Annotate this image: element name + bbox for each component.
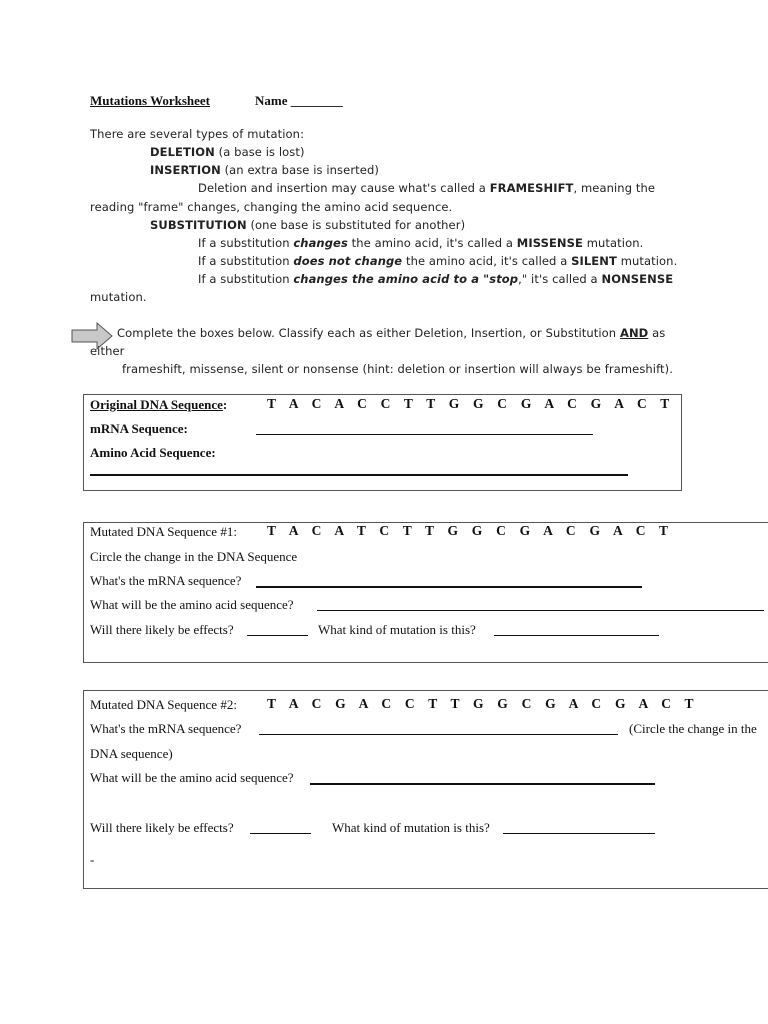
original-dna-label-text: Original DNA Sequence (90, 397, 223, 412)
mutation-2-dash: - (90, 852, 95, 867)
instructions-post: as (648, 326, 666, 340)
frameshift-post: , meaning the (573, 181, 656, 195)
original-mrna-answer-line[interactable] (256, 434, 593, 435)
frameshift-term: FRAMESHIFT (489, 181, 574, 195)
missense-mid: the amino acid, it's called a (347, 236, 517, 250)
mutation-2-effects-answer-line[interactable] (250, 833, 311, 834)
missense-em: changes (293, 236, 348, 250)
nonsense-definition-cont: mutation. (90, 290, 147, 304)
instructions-and: AND (619, 326, 649, 340)
mutation-1-amino-acid-answer-line[interactable] (317, 610, 764, 611)
deletion-term: DELETION (150, 145, 215, 159)
instructions-pre: Complete the boxes below. Classify each as either Deletion, Insertion, or Substitution (117, 326, 620, 340)
mutation-1-dna-sequence: T A C A T C T T G G C G A C G A C T (267, 523, 674, 538)
silent-em: does not change (293, 254, 403, 268)
deletion-definition (150, 145, 305, 159)
missense-post: mutation. (582, 236, 644, 250)
original-dna-label (90, 397, 227, 413)
mutation-2-circle-instruction: (Circle the change in the (629, 721, 757, 736)
mutation-2-dna-sequence: T A C G A C C T T G G C G A C G A C T (267, 696, 699, 711)
instructions-line (117, 326, 665, 340)
original-dna-colon: : (222, 397, 228, 412)
frameshift-pre: Deletion and insertion may cause what's called a (198, 181, 490, 195)
nonsense-em: changes the amino acid to a "stop (293, 272, 519, 286)
mutation-2-mrna-answer-line[interactable] (259, 734, 618, 735)
missense-pre: If a substitution (198, 236, 294, 250)
insertion-desc: (an extra base is inserted) (220, 163, 379, 177)
silent-mid: the amino acid, it's called a (402, 254, 572, 268)
nonsense-term: NONSENSE (601, 272, 674, 286)
substitution-desc: (one base is substituted for another) (246, 218, 466, 232)
mutation-1-kind-answer-line[interactable] (494, 635, 659, 636)
original-amino-acid-label: Amino Acid Sequence: (90, 445, 216, 460)
mutation-1-effects-answer-line[interactable] (247, 635, 308, 636)
mutation-2-amino-acid-answer-line[interactable] (310, 783, 655, 785)
frameshift-definition (198, 181, 655, 195)
mutation-1-circle-instruction: Circle the change in the DNA Sequence (90, 549, 298, 564)
mutation-2-dna-label: Mutated DNA Sequence #2: (90, 697, 237, 712)
insertion-definition (150, 163, 379, 177)
missense-definition (198, 236, 643, 250)
worksheet-title: Mutations Worksheet (90, 93, 211, 108)
missense-term: MISSENSE (516, 236, 583, 250)
mutation-1-kind-label: What kind of mutation is this? (318, 622, 476, 637)
deletion-desc: (a base is lost) (214, 145, 305, 159)
substitution-term: SUBSTITUTION (150, 218, 247, 232)
mutation-1-effects-label: Will there likely be effects? (90, 622, 234, 637)
silent-term: SILENT (571, 254, 617, 268)
mutation-2-circle-instruction-cont: DNA sequence) (90, 746, 173, 761)
mutation-2-mrna-label: What's the mRNA sequence? (90, 721, 242, 736)
nonsense-definition (198, 272, 673, 286)
mutation-2-box (83, 690, 768, 889)
instructions-line-2: frameshift, missense, silent or nonsense (hint: deletion or insertion will always be frameshift). (122, 362, 673, 376)
frameshift-definition-cont: reading "frame" changes, changing the amino acid sequence. (90, 200, 453, 214)
mutation-2-kind-label: What kind of mutation is this? (332, 820, 490, 835)
intro-line: There are several types of mutation: (90, 127, 305, 141)
silent-definition (198, 254, 677, 268)
substitution-definition (150, 218, 465, 232)
mutation-1-dna-label: Mutated DNA Sequence #1: (90, 524, 237, 539)
mutation-1-box (83, 522, 768, 663)
mutation-1-mrna-answer-line[interactable] (256, 586, 642, 588)
silent-pre: If a substitution (198, 254, 294, 268)
mutation-2-kind-answer-line[interactable] (503, 833, 655, 834)
original-dna-sequence: T A C A C C T T G G C G A C G A C T (267, 396, 675, 411)
mutation-1-amino-acid-label: What will be the amino acid sequence? (90, 597, 294, 612)
nonsense-pre: If a substitution (198, 272, 294, 286)
insertion-term: INSERTION (150, 163, 221, 177)
mutation-2-effects-label: Will there likely be effects? (90, 820, 234, 835)
original-mrna-label: mRNA Sequence: (90, 421, 188, 436)
original-amino-acid-answer-line[interactable] (90, 474, 628, 476)
nonsense-mid: ," it's called a (518, 272, 602, 286)
name-field-label: Name ________ (255, 93, 343, 108)
instructions-wrap: either (90, 344, 125, 358)
mutation-2-amino-acid-label: What will be the amino acid sequence? (90, 770, 294, 785)
silent-post: mutation. (616, 254, 678, 268)
mutation-1-mrna-label: What's the mRNA sequence? (90, 573, 242, 588)
